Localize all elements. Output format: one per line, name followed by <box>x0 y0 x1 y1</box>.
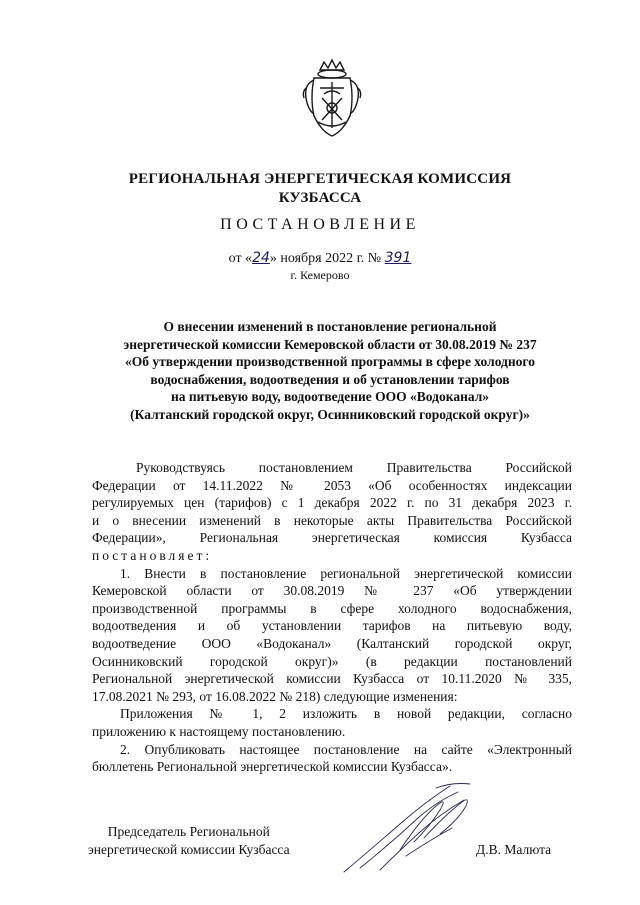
body-line: Региональной энергетической комиссии Кузбасса от 10.11.2020 № 335, <box>92 671 572 687</box>
document-date-line <box>0 249 640 268</box>
body-line: регулируемых цен (тарифов) с 1 декабря 2022 г. по 31 декабря 2023 г. <box>92 495 572 511</box>
signatory-position <box>88 823 290 859</box>
date-day: 24 <box>252 250 270 266</box>
signatory-name: Д.В. Малюта <box>476 842 552 857</box>
body-line: Федерации от 14.11.2022 № 2053 «Об особенностях индексации <box>92 477 572 493</box>
title-line: энергетической комиссии Кемеровской области от 30.08.2019 № 237 <box>123 336 537 352</box>
body-line: Руководствуясь постановлением Правительства Российской <box>136 460 572 475</box>
body-line: бюллетень Региональной энергетической комиссии Кузбасса». <box>92 759 453 775</box>
body-line: 17.08.2021 № 293, от 16.08.2022 № 218) следующие изменения: <box>92 688 458 704</box>
body-line: Осинниковский городской округ)» (в редакции постановлений <box>92 653 572 669</box>
document-type: ПОСТАНОВЛЕНИЕ <box>220 216 420 233</box>
document-number: 391 <box>384 250 412 266</box>
title-line: водоснабжения, водоотведения и об установлении тарифов <box>150 371 510 387</box>
coat-of-arms-icon <box>300 58 364 140</box>
body-line: 2. Опубликовать настоящее постановление на сайте «Электронный <box>120 741 572 757</box>
org-name-line1: РЕГИОНАЛЬНАЯ ЭНЕРГЕТИЧЕСКАЯ КОМИССИЯ <box>128 171 512 187</box>
title-line: (Калтанский городской округ, Осинниковский городской округ)» <box>130 406 530 422</box>
date-prefix: от « <box>228 251 253 266</box>
body-line: водоотведение ООО «Водоканал» (Калтанский городской округ, <box>92 635 572 651</box>
position-line: Председатель Региональной <box>107 824 270 839</box>
body-line: 1. Внести в постановление региональной энергетической комиссии <box>120 565 572 581</box>
body-line: приложению к настоящему постановлению. <box>92 723 346 739</box>
title-line: О внесении изменений в постановление региональной <box>163 319 497 334</box>
document-title <box>60 318 600 423</box>
date-middle: » ноября 2022 г. № <box>269 251 382 266</box>
position-line: энергетической комиссии Кузбасса <box>88 842 290 857</box>
org-name-line2: КУЗБАССА <box>278 190 362 206</box>
city: г. Кемерово <box>290 268 350 282</box>
body-line: Приложения № 1, 2 изложить в новой редакции, согласно <box>120 706 572 722</box>
body-line: Кемеровской области от 30.08.2019 № 237 «Об утверждении <box>92 583 572 599</box>
handwritten-signature-icon <box>340 780 480 880</box>
body-line: производственной программы в сфере холодного водоснабжения, <box>92 600 572 616</box>
body-line: и о внесении изменений в некоторые акты Правительства Российской <box>92 512 572 528</box>
title-line: «Об утверждении производственной программы в сфере холодного <box>125 354 535 369</box>
body-line: Федерации», Региональная энергетическая комиссия Кузбасса <box>92 530 572 546</box>
body-line: постановляет: <box>92 547 213 563</box>
title-line: на питьевую воду, водоотведение ООО «Водоканал» <box>170 389 490 404</box>
document-body <box>92 459 572 776</box>
body-line: водоотведения и об установлении тарифов на питьевую воду, <box>92 618 572 634</box>
